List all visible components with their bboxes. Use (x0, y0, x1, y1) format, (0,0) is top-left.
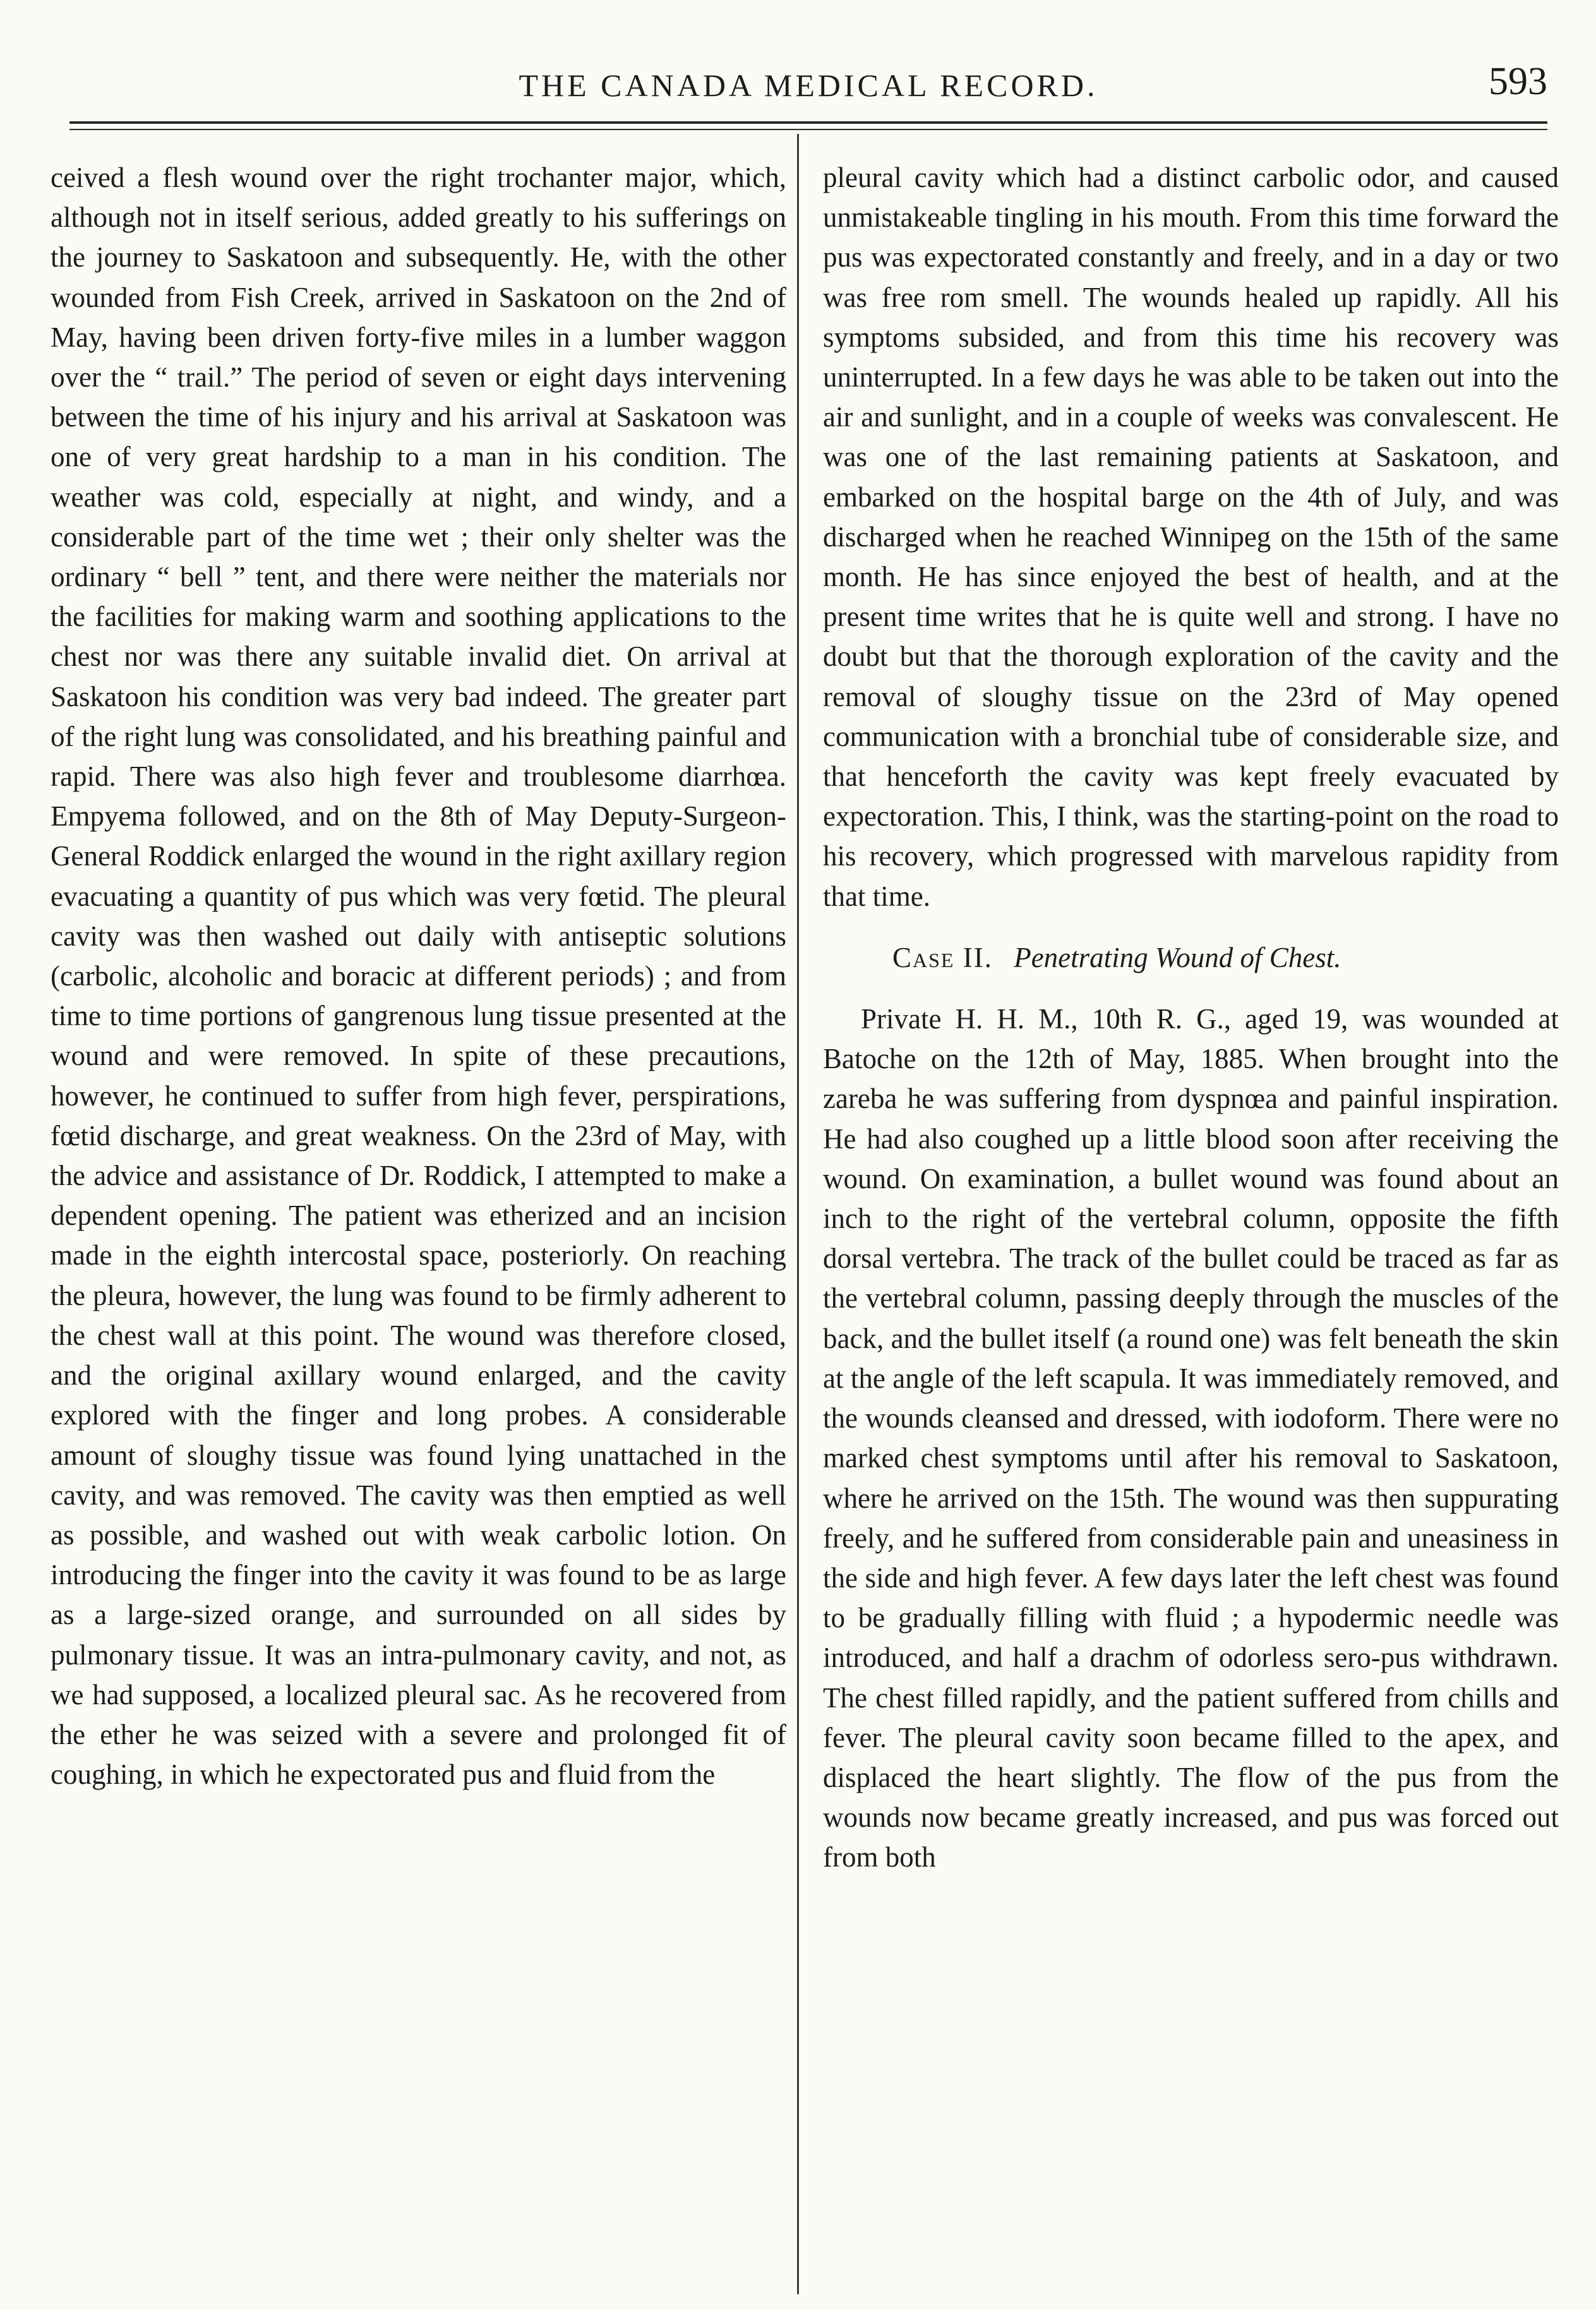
header-rule (69, 121, 1547, 124)
page-header (69, 56, 1547, 119)
header-rule-thin (69, 129, 1547, 130)
page-number: 593 (1489, 60, 1547, 103)
case-title: Penetrating Wound of Chest. (1014, 941, 1341, 973)
right-paragraph-continued: pleural cavity which had a distinct carbolic odor, and caused unmistakeable tingling in his mouth. From this time forward the pus was expectorated constantly and freely, and in a day or two was free rom smell. The wounds healed up rapidly. All his symptoms subsided, and from this time his recovery was uninterrupted. In a few days he was able to be taken out into the air and sunlight, and in a couple of weeks was convalescent. He was one of the last remaining patients at Saskatoon, and embarked on the hospital barge on the 4th of July, and was discharged when he reached Winnipeg on the 15th of the same month. He has since enjoyed the best of health, and at the present time writes that he is quite well and strong. I have no doubt but that the thorough exploration of the cavity and the removal of sloughy tissue on the 23rd of May opened communication with a bronchial tube of considerable size, and that henceforth the cavity was kept freely evacuated by expectoration. This, I think, was the starting-point on the road to his recovery, which progressed with marvelous rapidity from that time. (823, 162, 1559, 912)
column-divider (797, 134, 799, 2294)
left-column (51, 158, 786, 1795)
running-title: THE CANADA MEDICAL RECORD. (519, 68, 1098, 103)
case-paragraph: Private H. H. M., 10th R. G., aged 19, was wounded at Batoche on the 12th of May, 1885. When brought into the zareba he was suffering from dyspnœa and painful inspiration. He had also coughed up a little blood soon after receiving the wound. On examination, a bullet wound was found about an inch to the right of the vertebral column, opposite the fifth dorsal vertebra. The track of the bullet could be traced as far as the vertebral column, passing deeply through the muscles of the back, and the bullet itself (a round one) was felt beneath the skin at the angle of the left scapula. It was immediately removed, and the wounds cleansed and dressed, with iodoform. There were no marked chest symptoms until after his removal to Saskatoon, where he arrived on the 15th. The wound was then suppurating freely, and he suffered from considerable pain and uneasiness in the side and high fever. A few days later the left chest was found to be gradually filling with fluid ; a hypodermic needle was introduced, and half a drachm of odorless sero-pus withdrawn. The chest filled rapidly, and the patient suffered from chills and fever. The pleural cavity soon became filled to the apex, and displaced the heart slightly. The flow of the pus from the wounds now became greatly increased, and pus was forced out from both (823, 1003, 1559, 1874)
right-column (823, 158, 1559, 1878)
case-heading (823, 938, 1559, 978)
case-label: Case II. (892, 941, 993, 973)
left-column-text: ceived a flesh wound over the right trochanter major, which, although not in itself serious, added greatly to his sufferings on the journey to Saskatoon and subsequently. He, with the other wounded from Fish Creek, arrived in Saskatoon on the 2nd of May, having been driven forty-five miles in a lumber waggon over the “ trail.” The period of seven or eight days intervening between the time of his injury and his arrival at Saskatoon was one of very great hardship to a man in his condition. The weather was cold, especially at night, and windy, and a considerable part of the time wet ; their only shelter was the ordinary “ bell ” tent, and there were neither the materials nor the facilities for making warm and soothing applications to the chest nor was there any suitable invalid diet. On arrival at Saskatoon his condition was very bad indeed. The greater part of the right lung was consolidated, and his breathing painful and rapid. There was also high fever and troublesome diarrhœa. Empyema followed, and on the 8th of May Deputy-Surgeon-General Roddick enlarged the wound in the right axillary region evacuating a quantity of pus which was very fœtid. The pleural cavity was then washed out daily with antiseptic solutions (carbolic, alcoholic and boracic at different periods) ; and from time to time portions of gangrenous lung tissue presented at the wound and were removed. In spite of these precautions, however, he continued to suffer from high fever, perspirations, fœtid discharge, and great weakness. On the 23rd of May, with the advice and assistance of Dr. Roddick, I attempted to make a dependent opening. The patient was etherized and an incision made in the eighth intercostal space, posteriorly. On reaching the pleura, however, the lung was found to be firmly adherent to the chest wall at this point. The wound was therefore closed, and the original axillary wound enlarged, and the cavity explored with the finger and long probes. A considerable amount of sloughy tissue was found lying unattached in the cavity, and was removed. The cavity was then emptied as well as possible, and washed out with weak carbolic lotion. On introducing the finger into the cavity it was found to be as large as a large-sized orange, and surrounded on all sides by pulmonary tissue. It was an intra-pulmonary cavity, and not, as we had supposed, a localized pleural sac. As he recovered from the ether he was seized with a severe and prolonged fit of coughing, in which he expectorated pus and fluid from the (51, 162, 786, 1791)
